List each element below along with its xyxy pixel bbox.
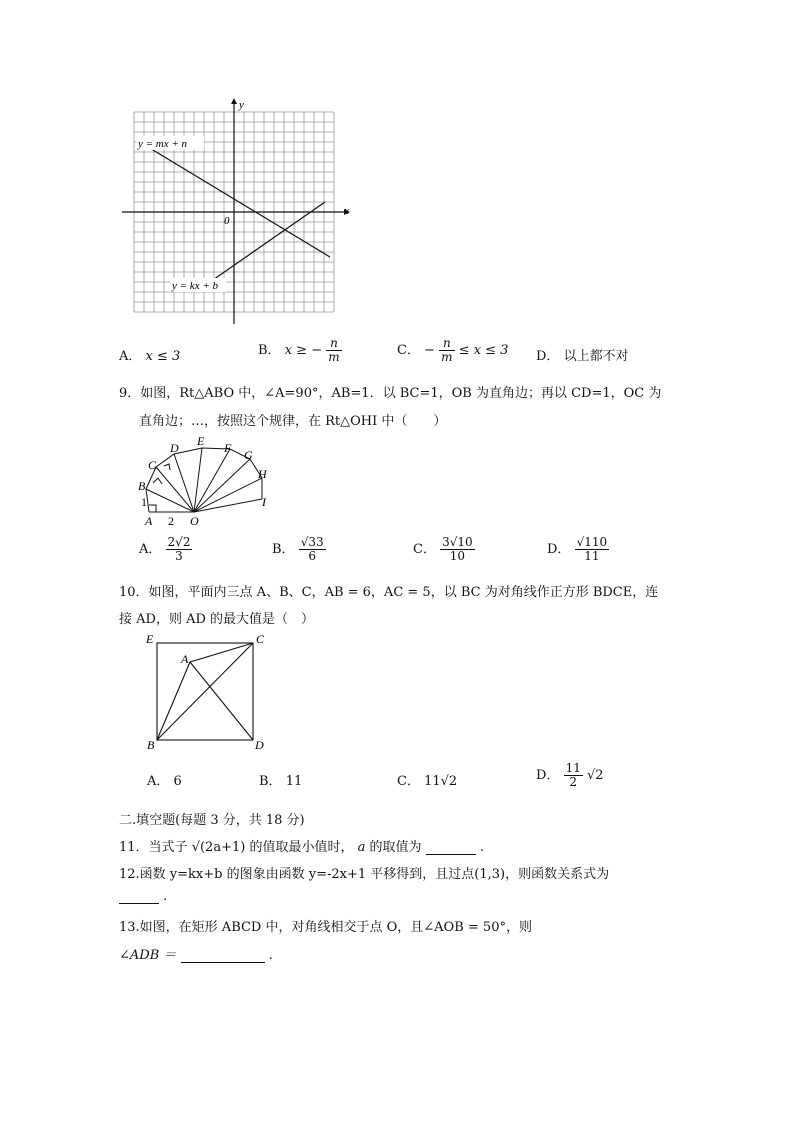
label-2: 2 bbox=[168, 514, 174, 528]
option-letter: B． bbox=[272, 542, 295, 557]
q10-option-d[interactable] bbox=[536, 762, 604, 789]
q8-option-d[interactable] bbox=[536, 345, 629, 364]
label-H: H bbox=[258, 467, 267, 481]
option-fraction bbox=[326, 337, 341, 364]
label-D: D bbox=[255, 738, 264, 752]
q10-option-a[interactable] bbox=[147, 770, 182, 789]
fraction-denominator: 2 bbox=[569, 775, 578, 789]
fraction-numerator: 3√10 bbox=[442, 535, 473, 549]
q13-angle: ∠ADB ＝ bbox=[119, 948, 177, 963]
q13-stem-line2 bbox=[119, 944, 273, 963]
fraction-numerator: √33 bbox=[300, 535, 324, 549]
fraction-numerator: √110 bbox=[576, 535, 608, 549]
q8-option-a[interactable] bbox=[119, 345, 180, 364]
label-B: B bbox=[138, 479, 146, 493]
label-E: E bbox=[146, 632, 154, 646]
fraction-denominator: m bbox=[441, 350, 453, 364]
label-B: B bbox=[147, 738, 155, 752]
label-C: C bbox=[148, 458, 157, 472]
fraction-denominator: 11 bbox=[584, 549, 600, 563]
option-letter: C． bbox=[397, 774, 420, 789]
q10-stem-line1: 10．如图，平面内三点 A、B、C，AB = 6，AC = 5，以 BC 为对角线作正方形 BDCE，连 bbox=[119, 585, 659, 600]
y-axis-label: y bbox=[239, 99, 244, 111]
fraction-denominator: 10 bbox=[449, 549, 466, 563]
fraction-numerator: 11 bbox=[565, 761, 581, 775]
option-letter: A． bbox=[119, 349, 142, 364]
q9-stem-line1: 9．如图，Rt△ABO 中，∠A=90°，AB=1．以 BC=1，OB 为直角边；再以 CD=1，OC 为 bbox=[119, 386, 662, 401]
label-O: O bbox=[190, 514, 199, 528]
q8-option-b[interactable] bbox=[258, 337, 342, 364]
label-G: G bbox=[244, 448, 253, 462]
label-D: D bbox=[170, 441, 179, 455]
option-suffix: √2 bbox=[587, 768, 604, 783]
q11-text-post: 的取值为 bbox=[369, 840, 422, 855]
fraction-denominator: m bbox=[328, 350, 340, 364]
option-fraction bbox=[166, 536, 193, 563]
q13-stem-line1: 13.如图，在矩形 ABCD 中，对角线相交于点 O，且∠AOB = 50°，则 bbox=[119, 920, 532, 935]
q12-stem-line1: 12.函数 y=kx+b 的图象由函数 y=-2x+1 平移得到，且过点(1,3)，则函数关系式为 bbox=[119, 867, 610, 882]
option-letter: D． bbox=[536, 768, 560, 783]
option-letter: D． bbox=[536, 349, 560, 364]
fraction-denominator: 3 bbox=[175, 549, 183, 563]
option-text: 以上都不对 bbox=[563, 349, 629, 364]
option-text: 6 bbox=[173, 774, 182, 789]
option-fraction bbox=[440, 536, 475, 563]
q9-spiral-figure bbox=[132, 432, 282, 528]
fraction-denominator: 6 bbox=[308, 549, 316, 563]
q11-radical: √(2a+1) bbox=[191, 840, 246, 855]
option-text: 11√2 bbox=[424, 774, 458, 789]
q9-option-a[interactable] bbox=[139, 536, 192, 563]
label-A: A bbox=[181, 652, 189, 666]
option-fraction bbox=[439, 337, 454, 364]
label-F: F bbox=[224, 441, 232, 455]
option-letter: C． bbox=[397, 343, 420, 358]
q10-option-c[interactable] bbox=[397, 770, 457, 789]
q9-option-d[interactable] bbox=[547, 536, 609, 563]
q11-answer-blank[interactable] bbox=[426, 842, 476, 855]
q11-text-mid: 的值取最小值时， bbox=[249, 840, 354, 855]
option-fraction bbox=[299, 536, 326, 563]
q8-graph-figure bbox=[118, 96, 358, 328]
option-fraction bbox=[564, 762, 583, 789]
option-letter: B． bbox=[258, 343, 281, 358]
q8-option-c[interactable] bbox=[397, 337, 508, 364]
option-prefix: − bbox=[424, 343, 435, 358]
section-title: 二.填空题(每题 3 分，共 18 分) bbox=[119, 813, 305, 828]
line2-label: y = kx + b bbox=[172, 280, 218, 292]
option-letter: B． bbox=[259, 774, 282, 789]
y-axis-arrow bbox=[231, 98, 237, 104]
option-letter: A． bbox=[139, 542, 162, 557]
q10-stem-line2: 接 AD，则 AD 的最大值是（ ） bbox=[119, 612, 315, 627]
option-text: 11 bbox=[285, 774, 303, 789]
q9-option-c[interactable] bbox=[413, 536, 475, 563]
label-E: E bbox=[197, 434, 205, 448]
q11-text-pre: 11．当式子 bbox=[119, 840, 188, 855]
q12-end: . bbox=[163, 889, 168, 904]
q12-stem-line2 bbox=[119, 889, 167, 904]
q9-stem-line2: 直角边；…，按照这个规律，在 Rt△OHI 中（ ） bbox=[139, 414, 447, 429]
q13-end: . bbox=[268, 948, 273, 963]
q11-stem bbox=[119, 836, 484, 855]
fraction-numerator: n bbox=[326, 337, 341, 351]
fraction-numerator: 2√2 bbox=[167, 535, 191, 549]
q11-variable: a bbox=[357, 840, 366, 855]
option-letter: A． bbox=[147, 774, 170, 789]
label-1: 1 bbox=[141, 495, 147, 509]
option-letter: D． bbox=[547, 542, 571, 557]
label-C: C bbox=[256, 632, 265, 646]
fraction-numerator: n bbox=[439, 337, 454, 351]
q13-answer-blank[interactable] bbox=[181, 950, 265, 963]
line1-label: y = mx + n bbox=[138, 138, 188, 150]
option-fraction bbox=[575, 536, 610, 563]
q12-answer-blank[interactable] bbox=[119, 891, 159, 904]
q10-option-b[interactable] bbox=[259, 770, 302, 789]
q11-end: . bbox=[479, 840, 484, 855]
label-A: A bbox=[145, 514, 153, 528]
x-axis-label: x bbox=[344, 205, 349, 217]
option-letter: C． bbox=[413, 542, 436, 557]
q10-square-figure bbox=[140, 628, 270, 754]
origin-label: 0 bbox=[224, 215, 230, 227]
q9-option-b[interactable] bbox=[272, 536, 326, 563]
option-text: x ≤ 3 bbox=[145, 349, 181, 364]
option-suffix: ≤ x ≤ 3 bbox=[458, 343, 509, 358]
label-I: I bbox=[262, 495, 266, 509]
option-prefix: x ≥ − bbox=[284, 343, 323, 358]
